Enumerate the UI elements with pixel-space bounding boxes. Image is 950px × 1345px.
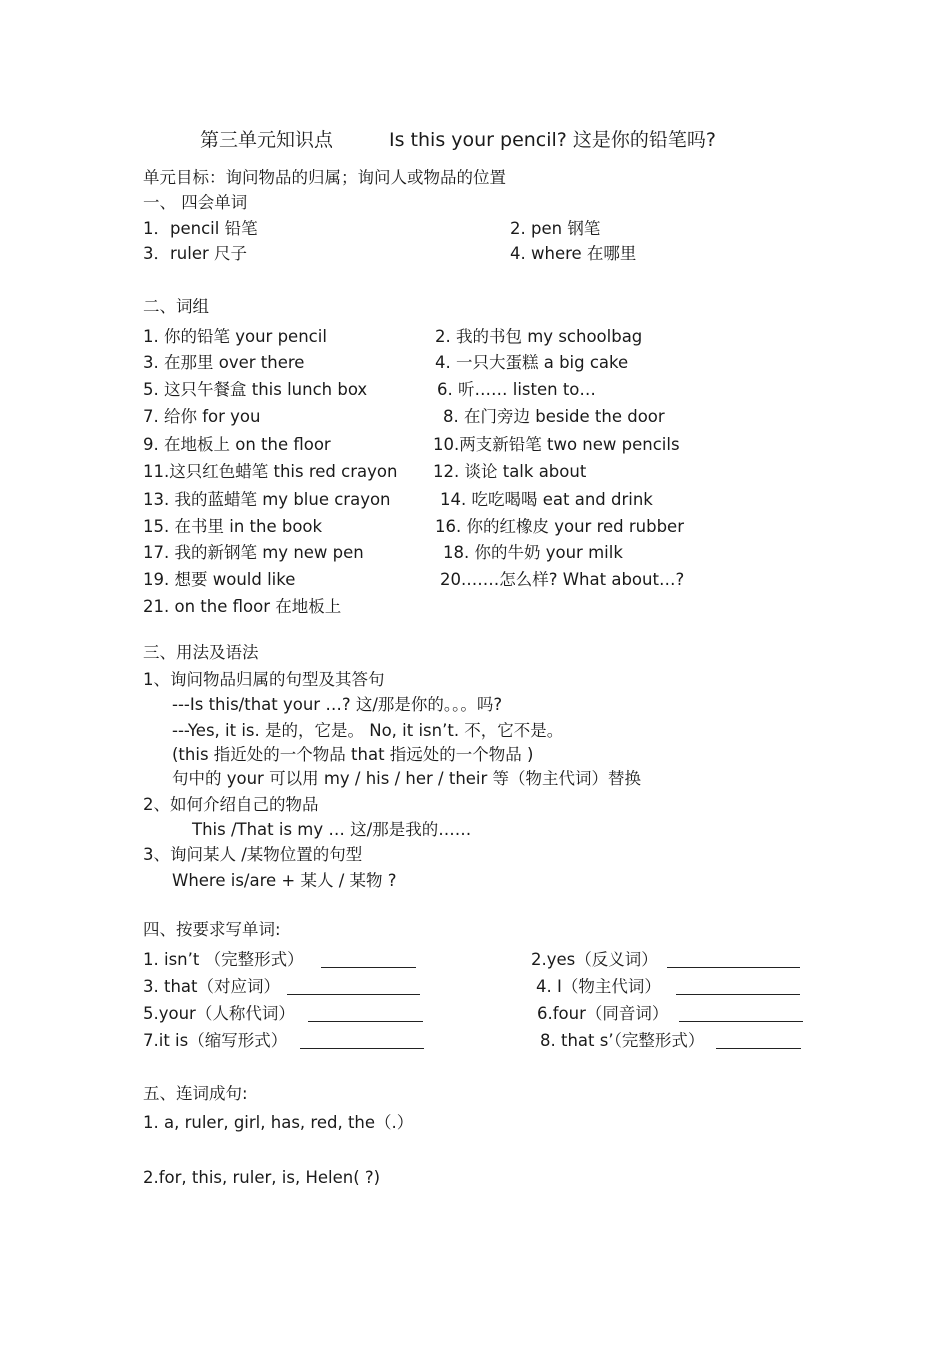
exercise-item: 6.four（同音词）	[537, 1004, 669, 1023]
title-chinese: 第三单元知识点	[200, 129, 334, 151]
phrase-item: 17. 我的新钢笔 my new pen	[143, 543, 364, 562]
phrase-item: 16. 你的红橡皮 your red rubber	[435, 517, 684, 536]
phrase-item: 3. 在那里 over there	[143, 353, 305, 372]
grammar-line: ---Yes, it is. 是的，它是。 No, it isn’t. 不，它不是。	[172, 721, 564, 740]
unit-objective: 单元目标：询问物品的归属；询问人或物品的位置	[143, 168, 506, 187]
answer-blank[interactable]	[716, 1048, 801, 1049]
phrase-item: 6. 听…… listen to…	[437, 380, 596, 399]
phrase-item: 8. 在门旁边 beside the door	[443, 407, 665, 426]
section-2-heading: 二、词组	[143, 297, 209, 316]
grammar-line: (this 指近处的一个物品 that 指远处的一个物品 )	[172, 745, 534, 764]
phrase-item: 15. 在书里 in the book	[143, 517, 323, 536]
word-3: 3．ruler 尺子	[143, 244, 248, 263]
answer-blank[interactable]	[308, 1021, 423, 1022]
grammar-point-2: 2、如何介绍自己的物品	[143, 795, 319, 814]
phrase-item: 19. 想要 would like	[143, 570, 296, 589]
phrase-item: 2. 我的书包 my schoolbag	[435, 327, 643, 346]
exercise-item: 5.your（人称代词）	[143, 1004, 295, 1023]
phrase-item: 7. 给你 for you	[143, 407, 261, 426]
exercise-item: 4. I（物主代词）	[536, 977, 661, 996]
section-4-heading: 四、按要求写单词:	[143, 920, 281, 939]
answer-blank[interactable]	[287, 994, 420, 995]
phrase-item: 12. 谈论 talk about	[433, 462, 587, 481]
phrase-item: 5. 这只午餐盒 this lunch box	[143, 380, 368, 399]
answer-blank[interactable]	[679, 1021, 803, 1022]
answer-blank[interactable]	[321, 967, 416, 968]
phrase-item: 10.两支新铅笔 two new pencils	[433, 435, 680, 454]
exercise-item: 7.it is（缩写形式）	[143, 1031, 288, 1050]
phrase-item: 20.……怎么样? What about…?	[440, 570, 685, 589]
word-1: 1．pencil 铅笔	[143, 219, 258, 238]
phrase-item: 1. 你的铅笔 your pencil	[143, 327, 327, 346]
phrase-item: 14. 吃吃喝喝 eat and drink	[440, 490, 653, 509]
title-english: Is this your pencil? 这是你的铅笔吗?	[389, 129, 717, 151]
exercise-item: 2.yes（反义词）	[531, 950, 658, 969]
answer-blank[interactable]	[676, 994, 800, 995]
grammar-line: 句中的 your 可以用 my / his / her / their 等（物主代词）替换	[172, 769, 642, 788]
exercise-item: 3. that（对应词）	[143, 977, 280, 996]
phrase-item: 21. on the floor 在地板上	[143, 597, 342, 616]
phrase-item: 18. 你的牛奶 your milk	[443, 543, 623, 562]
phrase-item: 4. 一只大蛋糕 a big cake	[435, 353, 629, 372]
phrase-item: 13. 我的蓝蜡笔 my blue crayon	[143, 490, 391, 509]
phrase-item: 9. 在地板上 on the floor	[143, 435, 331, 454]
section-5-heading: 五、连词成句:	[143, 1084, 248, 1103]
grammar-line: This /That is my … 这/那是我的……	[192, 820, 472, 839]
grammar-point-1: 1、询问物品归属的句型及其答句	[143, 670, 385, 689]
section-1-heading: 一、 四会单词	[143, 193, 248, 212]
grammar-line: Where is/are + 某人 / 某物 ?	[172, 871, 397, 890]
answer-blank[interactable]	[667, 967, 800, 968]
word-2: 2. pen 钢笔	[510, 219, 601, 238]
sentence-item: 1. a, ruler, girl, has, red, the（.）	[143, 1113, 414, 1132]
grammar-line: ---Is this/that your …? 这/那是你的。。。吗?	[172, 695, 503, 714]
answer-blank[interactable]	[300, 1048, 424, 1049]
word-4: 4. where 在哪里	[510, 244, 637, 263]
exercise-item: 1. isn’t （完整形式）	[143, 950, 304, 969]
grammar-point-3: 3、询问某人 /某物位置的句型	[143, 845, 363, 864]
exercise-item: 8. that s’（完整形式）	[540, 1031, 705, 1050]
section-3-heading: 三、用法及语法	[143, 643, 259, 662]
sentence-item: 2.for, this, ruler, is, Helen( ?)	[143, 1168, 381, 1187]
phrase-item: 11.这只红色蜡笔 this red crayon	[143, 462, 398, 481]
